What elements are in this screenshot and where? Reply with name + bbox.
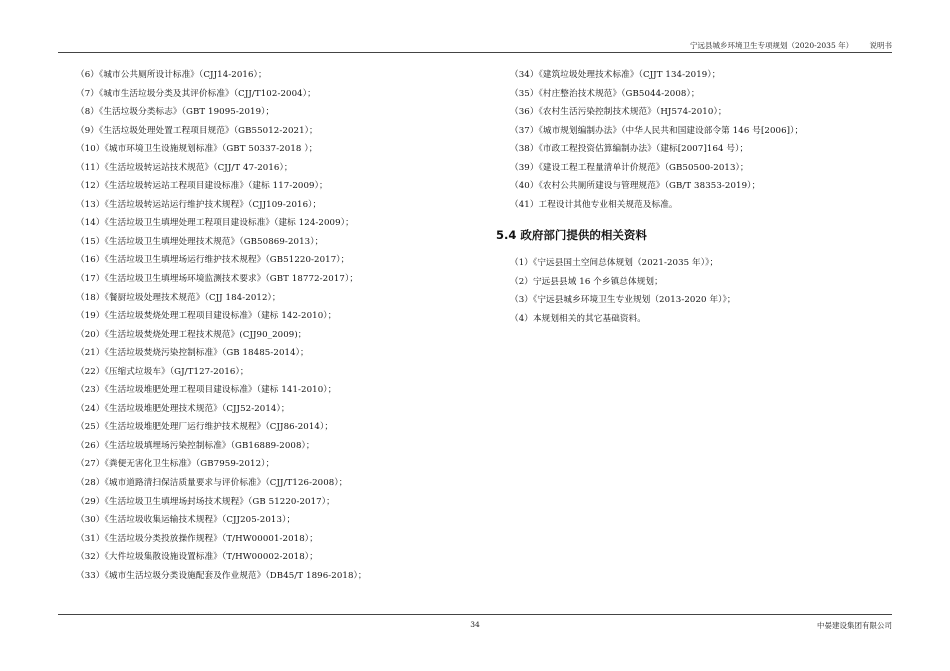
section-heading: 5.4 政府部门提供的相关资料 xyxy=(496,228,647,243)
reference-item: （13）《生活垃圾转运站运行维护技术规程》（CJJ109-2016）； xyxy=(76,199,322,210)
reference-item: （41）工程设计其他专业相关规范及标准。 xyxy=(510,199,678,210)
page-number: 34 xyxy=(470,620,480,629)
reference-item: （39）《建设工程工程量清单计价规范》（GB50500-2013）； xyxy=(510,162,749,173)
reference-item: （20）《生活垃圾焚烧处理工程技术规范》(CJJ90_2009)； xyxy=(76,329,307,340)
header-doc-type: 说明书 xyxy=(869,41,892,50)
reference-item: （10）《城市环境卫生设施规划标准》（GBT 50337-2018 ）； xyxy=(76,144,318,155)
reference-item: （22）《压缩式垃圾车》（GJ/T127-2016）； xyxy=(76,366,249,377)
header-doc-title: 宁远县城乡环境卫生专项规划（2020-2035 年） xyxy=(690,41,854,50)
reference-item: （31）《生活垃圾分类投放操作规程》（T/HW00001-2018）； xyxy=(76,533,318,544)
reference-item: （35）《村庄整治技术规范》（GB5044-2008）； xyxy=(510,88,700,99)
right-column xyxy=(496,66,920,329)
reference-item: （14）《生活垃圾卫生填埋处理工程项目建设标准》（建标 124-2009）； xyxy=(76,218,354,229)
reference-item: （21）《生活垃圾焚烧污染控制标准》（GB 18485-2014）； xyxy=(76,348,309,359)
header-rule xyxy=(58,52,892,53)
reference-item: （33）《城市生活垃圾分类设施配套及作业规范》（DB45/T 1896-2018）； xyxy=(76,570,367,581)
reference-item: （27）《粪便无害化卫生标准》（GB7959-2012）； xyxy=(76,459,275,470)
reference-item: （7）《城市生活垃圾分类及其评价标准》（CJJ/T102-2004）； xyxy=(76,88,316,99)
reference-item: （17）《生活垃圾卫生填埋场环境监测技术要求》（GBT 18772-2017）； xyxy=(76,274,359,285)
reference-item: （18）《餐厨垃圾处理技术规范》（CJJ 184-2012）； xyxy=(76,292,281,303)
reference-item: （8）《生活垃圾分类标志》（GBT 19095-2019）； xyxy=(76,107,275,118)
reference-item: （34）《建筑垃圾处理技术标准》（CJJT 134-2019）； xyxy=(510,70,721,80)
reference-item: （25）《生活垃圾堆肥处理厂运行维护技术规程》（CJJ86-2014）； xyxy=(76,422,334,433)
left-column xyxy=(76,66,486,585)
reference-item: （28）《城市道路清扫保洁质量要求与评价标准》（CJJ/T126-2008）； xyxy=(76,478,348,489)
page-header xyxy=(690,40,892,51)
reference-item: （32）《大件垃圾集散设施设置标准》（T/HW00002-2018）； xyxy=(76,552,318,563)
reference-item: （23）《生活垃圾堆肥处理工程项目建设标准》（建标 141-2010）； xyxy=(76,385,337,396)
reference-item: （40）《农村公共厕所建设与管理规范》（GB/T 38353-2019）； xyxy=(510,181,761,192)
company-name: 中晏建设集团有限公司 xyxy=(817,621,892,630)
reference-item: （12）《生活垃圾转运站工程项目建设标准》（建标 117-2009）； xyxy=(76,181,328,192)
government-material-item: （3）《宁远县城乡环境卫生专业规划（2013-2020 年）》； xyxy=(510,295,736,306)
reference-item: （29）《生活垃圾卫生填埋场封场技术规程》（GB 51220-2017）； xyxy=(76,496,335,507)
footer-rule xyxy=(58,614,892,615)
government-material-item: （2）宁远县县域 16 个乡镇总体规划； xyxy=(510,276,663,287)
reference-item: （6）《城市公共厕所设计标准》（CJJ14-2016）； xyxy=(76,70,267,80)
reference-item: （30）《生活垃圾收集运输技术规程》（CJJ205-2013）； xyxy=(76,515,296,526)
reference-item: （38）《市政工程投资估算编制办法》（建标[2007]164 号）； xyxy=(510,144,749,155)
reference-item: （16）《生活垃圾卫生填埋场运行维护技术规程》（GB51220-2017）； xyxy=(76,255,350,266)
reference-item: （37）《城市规划编制办法》（中华人民共和国建设部令第 146 号[2006]）； xyxy=(510,125,804,136)
government-material-item: （1）《宁远县国土空间总体规划（2021-2035 年）》； xyxy=(510,258,719,269)
reference-item: （36）《农村生活污染控制技术规范》（HJ574-2010）； xyxy=(510,107,727,118)
reference-item: （24）《生活垃圾堆肥处理技术规范》（CJJ52-2014）； xyxy=(76,403,290,414)
reference-item: （19）《生活垃圾焚烧处理工程项目建设标准》（建标 142-2010）； xyxy=(76,311,337,322)
reference-item: （11）《生活垃圾转运站技术规范》（CJJ/T 47-2016）； xyxy=(76,162,293,173)
reference-item: （9）《生活垃圾处理处置工程项目规范》（GB55012-2021）； xyxy=(76,125,318,136)
reference-item: （26）《生活垃圾填埋场污染控制标准》（GB16889-2008）； xyxy=(76,440,315,451)
government-material-item: （4）本规划相关的其它基础资料。 xyxy=(510,314,646,325)
reference-item: （15）《生活垃圾卫生填埋处理技术规范》（GB50869-2013）； xyxy=(76,236,324,247)
